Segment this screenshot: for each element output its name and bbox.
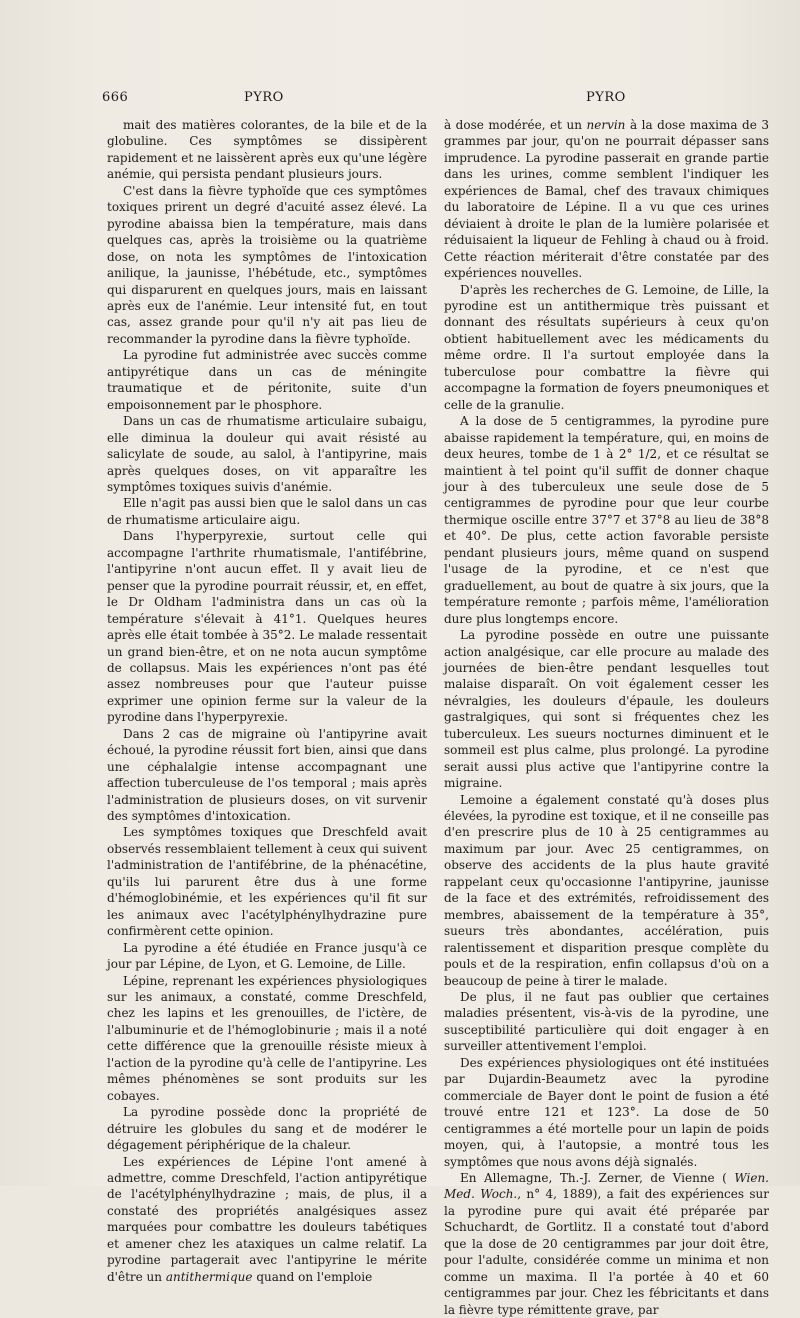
- paragraph-text: Des expériences physiologiques ont été instituées par Dujardin-Beaumetz avec la pyrodine commerciale de Bayer dont le point de fusion a été trouvé entre 121 et 123°. La dose de 50 centigrammes a été mortelle pour un lapin de poids moyen, qui, à l'autopsie, a montré tous les symptômes que nous avons déjà signalés.: [444, 1055, 769, 1169]
- paragraph: [107, 183, 427, 348]
- paragraph-text: De plus, il ne faut pas oublier que certaines maladies présentent, vis-à-vis de la pyrodine, une susceptibilité particulière qui doit engager à en surveiller attentivement l'emploi.: [444, 990, 769, 1054]
- paragraph: [107, 1104, 427, 1153]
- paragraph: [107, 940, 427, 973]
- paragraph-text: C'est dans la fièvre typhoïde que ces symptômes toxiques prirent un degré d'acuité assez élevé. La pyrodine abaissa bien la température, mais dans quelques cas, après la troisième ou la quatrième dose, on nota les symptômes de l'intoxication anilique, la jaunisse, l'hébétude, etc., symptômes qui disparurent en quelques jours, mais en laissant après eux de l'anémie. Leur intensité fut, en tout cas, assez grande pour qu'il n'y ait pas lieu de recommander la pyrodine dans la fièvre typhoïde.: [107, 183, 427, 346]
- paragraph-text: mait des matières colorantes, de la bile et de la globuline. Ces symptômes se dissipèrent rapidement et ne laissèrent après eux qu'une légère anémie, qui persista pendant plusieurs jours.: [107, 118, 427, 182]
- paragraph-text: Dans l'hyperpyrexie, surtout celle qui accompagne l'arthrite rhumatismale, l'antifébrine, l'antipyrine n'ont aucun effet. Il y avait lieu de penser que la pyrodine pourrait réussir, et, en effet, le Dr Oldham l'administra dans un cas où la température s'élevait à 41°1. Quelques heures après elle était tombée à 35°2. Le malade ressentait un grand bien-être, et on ne nota aucun symptôme de collapsus. Mais les expériences n'ont pas été assez nombreuses pour que l'auteur puisse exprimer une opinion ferme sur la valeur de la pyrodine dans l'hyperpyrexie.: [107, 529, 427, 725]
- running-title-right: PYRO: [586, 90, 626, 105]
- running-header: [0, 90, 800, 112]
- paragraph-text: Elle n'agit pas aussi bien que le salol dans un cas de rhumatisme articulaire aigu.: [107, 496, 427, 527]
- paragraph-text: La pyrodine a été étudiée en France jusqu'à ce jour par Lépine, de Lyon, et G. Lemoine, de Lille.: [107, 940, 427, 972]
- paragraph-text-continued: , n° 4, 1889), a fait des expériences sur la pyrodine pure qui avait été préparée par Schuchardt, de Gortlitz. Il a constaté tout d'abord que la dose de 20 centigrammes par jour doit être, pour l'adulte, considérée comme un minima et non comme un maxima. Il l'a portée à 40 et 60 centigrammes par jour. Chez les fébricitants et dans la fièvre type rémittente grave, par: [444, 1187, 769, 1317]
- left-column: [107, 117, 427, 1285]
- paragraph: [107, 726, 427, 825]
- page-number: 666: [102, 90, 129, 105]
- paragraph-text: En Allemagne, Th.-J. Zerner, de Vienne (: [460, 1171, 727, 1185]
- paragraph-text: Dans un cas de rhumatisme articulaire subaigu, elle diminua la douleur qui avait résisté au salicylate de soude, au salol, à l'antipyrine, mais après quelques doses, on vit apparaître les symptômes toxiques suivis d'anémie.: [107, 414, 427, 494]
- paragraph-text: La pyrodine possède en outre une puissante action analgésique, car elle procure au malade des journées de bien-être pendant lesquelles tout malaise disparaît. On voit également cesser les névralgies, les douleurs d'épaule, les douleurs gastralgiques, qui sont si fréquentes chez les tuberculeux. Les sueurs nocturnes diminuent et le sommeil est plus calme, plus prolongé. La pyrodine serait aussi plus active que l'antipyrine contre la migraine.: [444, 628, 769, 791]
- paragraph-text: Lépine, reprenant les expériences physiologiques sur les animaux, a constaté, comme Dreschfeld, chez les lapins et les grenouilles, de l'ictère, de l'albuminurie et de l'hémoglobinurie ; mais il a noté cette différence que la grenouille résiste mieux à l'action de la pyrodine qu'à celle de l'antipyrine. Les mêmes phénomènes se sont produits sur les cobayes.: [107, 973, 427, 1103]
- paragraph: [444, 627, 769, 792]
- paragraph: [444, 989, 769, 1055]
- paragraph: [444, 117, 769, 282]
- paragraph: [107, 117, 427, 183]
- right-column: [444, 117, 769, 1318]
- running-title-left: PYRO: [244, 90, 284, 105]
- paragraph: [107, 347, 427, 413]
- paragraph: [107, 495, 427, 528]
- paragraph-text-continued: quand on l'emploie: [252, 1269, 373, 1284]
- paragraph: [107, 824, 427, 939]
- paragraph: [107, 528, 427, 725]
- paragraph: [444, 282, 769, 414]
- paragraph-text: à dose modérée, et un: [444, 118, 587, 132]
- italic-term: nervin: [586, 118, 626, 132]
- paragraph: [444, 1170, 769, 1318]
- paragraph-text: Lemoine a également constaté qu'à doses plus élevées, la pyrodine est toxique, et il ne conseille pas d'en prescrire plus de 10 à 25 centigrammes au maximum par jour. Avec 25 centigrammes, on observe des accidents de la plus haute gravité rappelant ceux qu'occasionne l'antipyrine, jaunisse de la face et des extrémités, refroidissement des membres, abaissement de la température à 35°, sueurs très abondantes, accélération, puis ralentissement et disparition presque complète du pouls et de la respiration, enfin collapsus d'où on a beaucoup de peine à tirer le malade.: [444, 792, 769, 988]
- paragraph: [107, 413, 427, 495]
- paragraph: [444, 1055, 769, 1170]
- paragraph-text: Les symptômes toxiques que Dreschfeld avait observés ressemblaient tellement à ceux qui suivent l'administration de l'antifébrine, de la phénacétine, qu'ils lui parurent être dus à une forme d'hémoglobinémie, et les expériences qu'il fit sur les animaux avec l'acétylphénylhydrazine pure confirmèrent cette opinion.: [107, 825, 427, 939]
- paragraph: [107, 1154, 427, 1286]
- paragraph: [444, 792, 769, 989]
- paragraph-text: La pyrodine fut administrée avec succès comme antipyrétique dans un cas de méningite traumatique et de péritonite, suite d'un empoisonnement par le phosphore.: [107, 348, 427, 412]
- paragraph-text: D'après les recherches de G. Lemoine, de Lille, la pyrodine est un antithermique très puissant et donnant des résultats supérieurs à ceux qu'on obtient habituellement avec les médicaments du même ordre. Il l'a surtout employée dans la tuberculose pour combattre la fièvre qui accompagne la formation de foyers pneumoniques et celle de la granulie.: [444, 282, 769, 412]
- paragraph-text: Dans 2 cas de migraine où l'antipyrine avait échoué, la pyrodine réussit fort bien, ainsi que dans une céphalalgie intense accompagnant une affection tuberculeuse de l'os temporal ; mais après l'administration de plusieurs doses, on vit survenir des symptômes d'intoxication.: [107, 726, 427, 824]
- paragraph-text: Les expériences de Lépine l'ont amené à admettre, comme Dreschfeld, l'action antipyrétique de l'acétylphénylhydrazine ; mais, de plus, il a constaté des propriétés analgésiques assez marquées pour combattre les douleurs tabétiques et amener chez les ataxiques un calme relatif. La pyrodine partagerait avec l'antipyrine le mérite d'être un: [107, 1154, 427, 1284]
- italic-term: Wien. Med. Woch.: [444, 1171, 769, 1202]
- paragraph: [444, 413, 769, 627]
- paragraph-text: A la dose de 5 centigrammes, la pyrodine pure abaisse rapidement la température, qui, en moins de deux heures, tombe de 1 à 2° 1/2, et ce résultat se maintient à tel point qu'il suffit de donner chaque jour à des tuberculeux une seule dose de 5 centigrammes de pyrodine pour que leur courbe thermique oscille entre 37°7 et 37°8 au lieu de 38°8 et 40°. De plus, cette action favorable persiste pendant plusieurs jours, même quand on suspend l'usage de la pyrodine, et ce n'est que graduellement, au bout de quatre à six jours, que la température remonte ; parfois même, l'amélioration dure plus longtemps encore.: [444, 414, 769, 626]
- paragraph-text: La pyrodine possède donc la propriété de détruire les globules du sang et de modérer le dégagement périphérique de la chaleur.: [107, 1105, 427, 1153]
- paragraph: [107, 973, 427, 1105]
- paragraph-text-continued: à la dose maxima de 3 grammes par jour, qu'on ne pourrait dépasser sans imprudence. La pyrodine passerait en grande partie dans les urines, comme semblent l'indiquer les expériences de Bamal, chef des travaux chimiques du laboratoire de Lépine. Il a vu que ces urines déviaient à droite le plan de la lumière polarisée et réduisaient la liqueur de Fehling à chaud ou à froid. Cette réaction mériterait d'être constatée par des expériences nouvelles.: [444, 118, 769, 281]
- italic-term: antithermique: [165, 1269, 253, 1284]
